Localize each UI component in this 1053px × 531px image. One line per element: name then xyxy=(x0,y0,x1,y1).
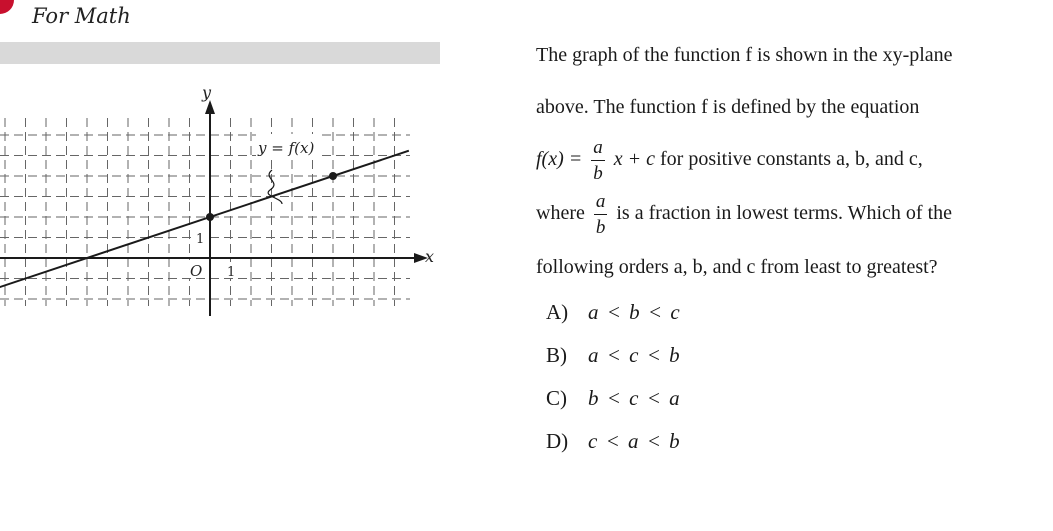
line4-post: is a fraction in lowest terms. Which of the xyxy=(616,202,953,225)
choice-letter: A) xyxy=(546,300,569,324)
corner-logo-mark xyxy=(0,0,14,14)
equation-rhs: x + c xyxy=(613,148,655,171)
section-divider-bar xyxy=(0,42,440,64)
choice-expression: c < a < b xyxy=(588,429,680,453)
line4-fraction xyxy=(594,192,608,237)
equation-fraction xyxy=(591,138,605,183)
choice-d[interactable] xyxy=(546,429,680,454)
function-label: y = f(x) xyxy=(258,139,315,157)
choice-letter: B) xyxy=(546,343,567,367)
choice-expression: a < b < c xyxy=(588,300,680,324)
y-tick-label: 1 xyxy=(196,232,205,247)
header-title: For Math xyxy=(32,4,131,28)
line4-fraction-denominator: b xyxy=(595,217,606,238)
choice-expression: b < c < a xyxy=(588,386,680,410)
question-line-4 xyxy=(536,192,952,237)
choice-letter: C) xyxy=(546,386,567,410)
choice-a[interactable] xyxy=(546,300,680,325)
y-axis-arrow xyxy=(205,100,215,114)
choice-b[interactable] xyxy=(546,343,680,368)
point-marked xyxy=(329,172,337,180)
point-y-intercept xyxy=(206,213,214,221)
origin-label: O xyxy=(190,262,203,280)
fraction-denominator: b xyxy=(593,163,603,184)
line4-pre: where xyxy=(536,202,585,225)
question-line-2: above. The function f is defined by the equation xyxy=(536,96,920,118)
question-line-1: The graph of the function f is shown in the xy-plane xyxy=(536,44,953,66)
question-line-5: following orders a, b, and c from least to greatest? xyxy=(536,256,938,278)
equation-lhs: f(x) = xyxy=(536,148,583,171)
choice-expression: a < c < b xyxy=(588,343,680,367)
choice-c[interactable] xyxy=(546,386,680,411)
line4-fraction-numerator: a xyxy=(594,192,608,215)
x-tick-label: 1 xyxy=(227,265,236,280)
fraction-numerator: a xyxy=(591,138,605,161)
x-axis-label: x xyxy=(425,247,435,266)
function-label-pointer xyxy=(268,170,282,204)
y-axis-label: y xyxy=(202,83,212,102)
equation-tail: for positive constants a, b, and c, xyxy=(660,148,923,171)
question-equation xyxy=(536,138,923,183)
choice-letter: D) xyxy=(546,429,569,453)
function-graph xyxy=(0,80,440,320)
